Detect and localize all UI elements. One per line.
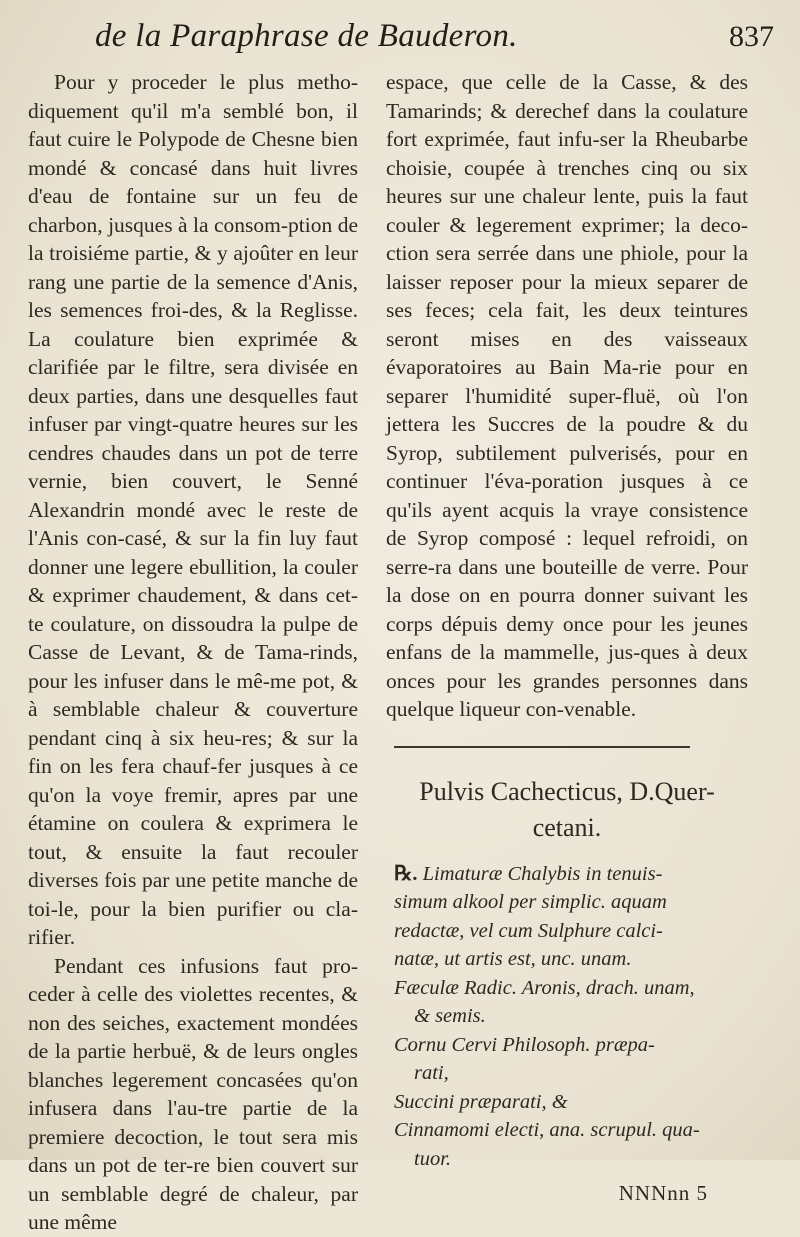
running-title: de la Paraphrase de Bauderon. [95, 18, 518, 54]
recipe-text: natæ, ut artis est, unc. unam. [394, 948, 632, 970]
recipe-heading: Pulvis Cachecticus, D.Quer-cetani. [419, 776, 715, 842]
page-number: 837 [729, 20, 774, 53]
recipe-line [394, 1145, 748, 1174]
recipe-text: simum alkool per simplic. aquam [394, 891, 667, 913]
recipe-line [394, 1002, 748, 1031]
recipe-symbol: ℞. [394, 862, 418, 885]
recipe-line [394, 945, 748, 974]
paragraph-2: Pendant ces infusions faut pro-ceder à celle des violettes recentes, & non des seiches, exactement mondées de la partie herbuë, & de leurs ongles blanches legerement concasées qu'on infusera dans l'au-tre partie de la premiere decoction, le tout sera mis dans un pot de ter-re bien couvert sur un semblable degré de chaleur, par une même [28, 953, 358, 1234]
recipe-line [394, 888, 748, 917]
right-column [386, 68, 748, 1208]
left-column [28, 68, 358, 1237]
section-divider [394, 746, 690, 748]
recipe-text: rati, [414, 1062, 449, 1084]
recipe-text: Cinnamomi electi, ana. scrupul. qua- [394, 1119, 700, 1141]
recipe-text: redactæ, vel cum Sulphure calci- [394, 919, 663, 942]
recipe-text: & semis. [414, 1005, 486, 1027]
paragraph-3: espace, que celle de la Casse, & des Tamarinds; & derechef dans la coulature fort exprimée, faut infu-ser la Rheubarbe choisie, coupée à trenches cinq ou six heures sur une chaleur lente, puis la faut couler & legerement exprimer; la deco-ction sera serrée dans une phiole, pour la laisser reposer pour la mieux separer de ses feces; cela fait, les deux teintures seront mises en des vaisseaux évaporatoires au Bain Ma-rie pour en separer l'humidité super-fluë, où l'on jettera les Succres de la poudre & du Syrop, subtilement pulverisés, pour en continuer l'éva-poration jusques à ce qu'ils ayent acquis la vraye consistence de Syrop composé : lequel refroidi, on serre-ra dans une bouteille de verre. Pour la dose on en pourra donner suivant les corps dépuis demy once pour les jeunes enfans de la mammelle, jus-ques à deux onces pour les grandes personnes dans quelque liqueur con-venable. [386, 70, 748, 721]
running-head [0, 14, 800, 62]
recipe-line [394, 917, 748, 946]
recipe-line [394, 1031, 748, 1060]
recipe-text: Succini præparati, & [394, 1090, 568, 1113]
recipe-line [394, 860, 748, 889]
recipe-text: Limaturæ Chalybis in tenuis- [422, 862, 663, 885]
catchword: NNNnn 5 [618, 1181, 708, 1205]
recipe-line [394, 1088, 748, 1117]
paragraph-1: Pour y proceder le plus metho-diquement qu'il m'a semblé bon, il faut cuire le Polypode de Chesne bien mondé & concasé dans huit livres d'eau de fontaine sur un feu de charbon, jusques à la consom-ption de la troisiéme partie, & y ajoûter en leur rang une partie de la semence d'Anis, les semences froi-des, & la Reglisse. La coulature bien exprimée & clarifiée par le filtre, sera divisée en deux parties, dans une desquelles faut infuser par vingt-quatre heures sur les cendres chaudes dans un pot de terre vernie, bien couvert, le Senné Alexandrin mondé avec le reste de l'Anis con-casé, & sur la fin luy faut donner une legere ebullition, la couler & exprimer chaudement, & dans cet-te coulature, on dissoudra la pulpe de Casse de Levant, & de Tama-rinds, pour les infuser dans le mê-me pot, & à semblable chaleur & couverture pendant cinq à six heu-res; & sur la fin on les fera chauf-fer jusques à ce qu'on la voye fremir, apres par une étamine on coulera & exprimera le tout, & ensuite la faut recouler diverses fois par une petite manche de toi-le, pour la bien purifier ou cla-rifier. [28, 70, 358, 949]
recipe-text: tuor. [414, 1147, 452, 1170]
recipe-line [394, 974, 748, 1003]
recipe-line [394, 1116, 748, 1145]
recipe-text: Fæculæ Radic. Aronis, drach. unam, [394, 976, 695, 999]
recipe-line [394, 1059, 748, 1088]
recipe-list [386, 860, 748, 1174]
recipe-text: Cornu Cervi Philosoph. præpa- [394, 1033, 655, 1056]
